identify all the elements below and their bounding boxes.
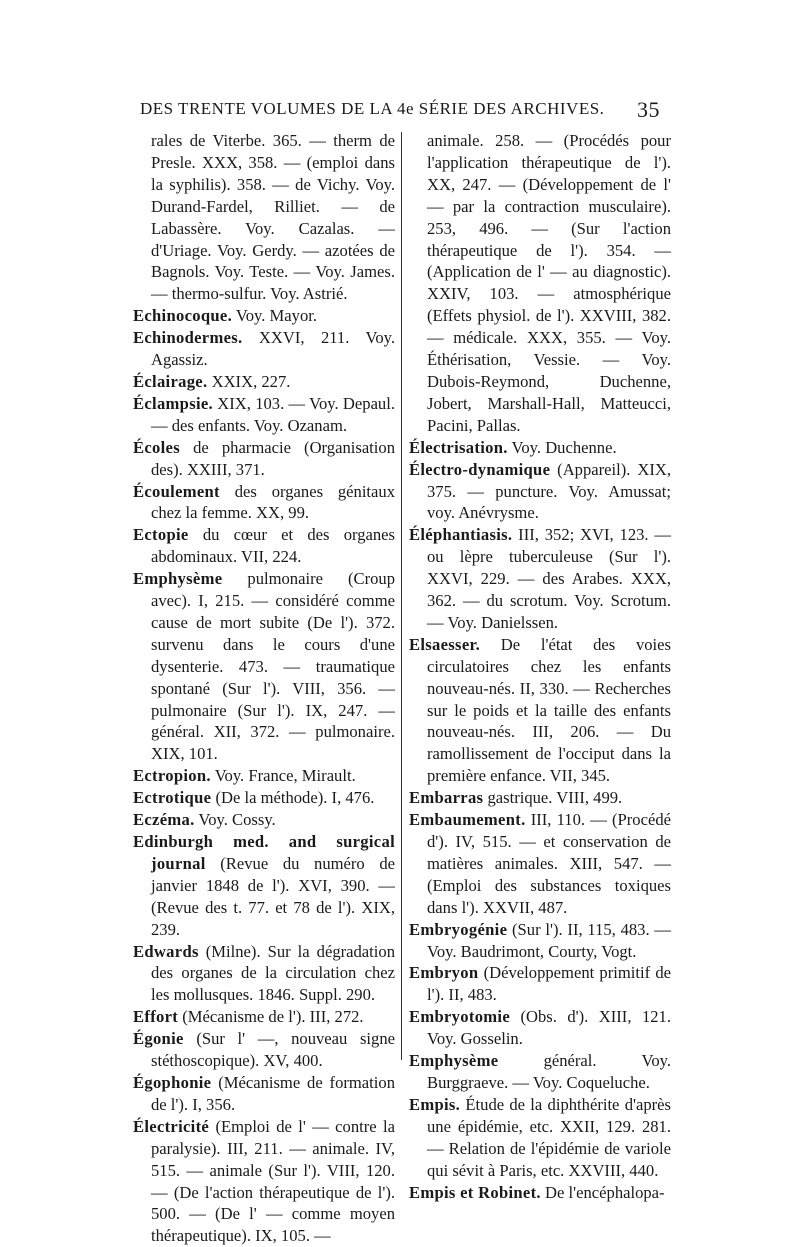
index-entry	[409, 634, 671, 787]
entry-headword: Ectrotique	[133, 788, 212, 808]
entry-text: du cœur et des organes abdominaux. VII, 224.	[151, 525, 395, 567]
entry-headword: Edwards	[133, 941, 199, 961]
index-entry	[133, 371, 395, 393]
entry-headword: Électrisation.	[409, 437, 508, 457]
entry-text: XXIX, 227.	[211, 371, 291, 391]
entry-text: animale. 258. — (Procédés pour l'application thérapeutique de l'). XX, 247. — (Développement de l' — par la contraction musculaire). 253, 496. — (Sur l'action thérapeutique de l'). 354. — (Application de l' — au diagnostic). XXIV, 103. — atmosphérique (Effets physiol. de l'). XXVIII, 382. — médicale. XXX, 355. — Voy. Éthérisation, Vessie. — Voy. Dubois-Reymond, Duchenne, Jobert, Marshall-Hall, Matteucci, Pacini, Pallas.	[427, 131, 671, 435]
index-entry	[133, 1116, 395, 1247]
entry-headword: Empis.	[409, 1094, 461, 1114]
entry-headword: Effort	[133, 1007, 179, 1027]
entry-headword: Électro-dynamique	[409, 459, 551, 479]
entry-text: (Appareil). XIX, 375. — puncture. Voy. Amussat; voy. Anévrysme.	[427, 459, 671, 523]
index-entry	[133, 130, 395, 305]
entry-headword: Embryogénie	[409, 919, 508, 939]
page-number: 35	[637, 97, 660, 122]
entry-text: XXVI, 211. Voy. Agassiz.	[151, 328, 395, 370]
entry-text: (Revue du numéro de janvier 1848 de l'). XVI, 390. — (Revue des t. 77. et 78 de l'). XIX, 239.	[151, 853, 395, 939]
entry-headword: Écoles	[133, 437, 180, 457]
index-entry	[133, 787, 395, 809]
entry-headword: Echinodermes.	[133, 328, 243, 348]
index-entry	[409, 459, 671, 525]
entry-headword: Emphysème	[409, 1051, 499, 1071]
entry-text: (Mécanisme de formation de l'). I, 356.	[151, 1072, 395, 1114]
index-entry	[133, 327, 395, 371]
entry-text: gastrique. VIII, 499.	[487, 788, 623, 808]
entry-text: (De la méthode). I, 476.	[215, 788, 375, 808]
entry-text: Voy. France, Mirault.	[214, 766, 356, 786]
entry-text: III, 110. — (Procédé d'). IV, 515. — et conservation de matières animales. XIII, 547. — (Emploi des substances toxiques dans l'). XXVII, 487.	[427, 810, 671, 917]
entry-text: Voy. Mayor.	[235, 306, 318, 326]
index-entry	[409, 437, 671, 459]
index-entry	[133, 1028, 395, 1072]
entry-text: XIX, 103. — Voy. Depaul. — des enfants. Voy. Ozanam.	[151, 393, 395, 435]
entry-headword: Écoulement	[133, 481, 220, 501]
index-entry	[133, 305, 395, 327]
left-column	[133, 130, 395, 1247]
index-entry	[133, 831, 395, 941]
index-entry	[409, 1006, 671, 1050]
running-title: DES TRENTE VOLUMES DE LA 4e SÉRIE DES ARCHIVES.	[140, 99, 605, 118]
entry-headword: Embarras	[409, 788, 484, 808]
index-entry	[133, 765, 395, 787]
index-entry	[133, 481, 395, 525]
index-entry	[409, 130, 671, 437]
entry-text: (Développement primitif de l'). II, 483.	[427, 963, 671, 1005]
entry-text: (Emploi de l' — contre la paralysie). III, 211. — animale. IV, 515. — animale (Sur l'). VIII, 120. — (De l'action thérapeutique de l'). 500. — (De l' — comme moyen thérapeutique). IX, 105. —	[151, 1116, 395, 1246]
entry-text: pulmonaire (Croup avec). I, 215. — considéré comme cause de mort subite (De l'). 372. survenu dans le cours d'une dysenterie. 473. — traumatique spontané (Sur l'). VIII, 356. — pulmonaire (Sur l'). IX, 247. — général. XII, 372. — pulmonaire. XIX, 101.	[151, 569, 395, 764]
entry-text: (Milne). Sur la dégradation des organes de la circulation chez les mollusques. 1846. Suppl. 290.	[151, 941, 395, 1005]
entry-headword: Elsaesser.	[409, 634, 481, 654]
entry-headword: Embryotomie	[409, 1007, 510, 1027]
entry-headword: Empis et Robinet.	[409, 1182, 541, 1202]
index-entry	[409, 919, 671, 963]
entry-headword: Edinburgh med. and surgical journal	[133, 832, 395, 873]
entry-text: (Sur l'). II, 115, 483. — Voy. Baudrimont, Courty, Vogt.	[427, 919, 671, 961]
index-entry	[409, 962, 671, 1006]
entry-text: rales de Viterbe. 365. — therm de Presle. XXX, 358. — (emploi dans la syphilis). 358. — de Vichy. Voy. Durand-Fardel, Rilliet. — de Labassère. Voy. Cazalas. — d'Uriage. Voy. Gerdy. — azotées de Bagnols. Voy. Teste. — Voy. James. — thermo-sulfur. Voy. Astrié.	[151, 131, 395, 304]
running-head	[140, 97, 660, 127]
index-entry	[133, 941, 395, 1007]
entry-text: des organes génitaux chez la femme. XX, 99.	[151, 481, 396, 523]
entry-headword: Égophonie	[133, 1072, 212, 1092]
entry-headword: Éléphantiasis.	[409, 525, 513, 545]
index-entry	[409, 524, 671, 634]
entry-headword: Embryon	[409, 963, 479, 983]
entry-headword: Embaumement.	[409, 810, 526, 830]
index-entry	[409, 1182, 671, 1204]
entry-headword: Égonie	[133, 1029, 184, 1049]
index-entry	[409, 1094, 671, 1182]
entry-text: général. Voy. Burggraeve. — Voy. Coqueluche.	[427, 1051, 671, 1092]
index-entry	[409, 787, 671, 809]
column-divider	[401, 132, 402, 1060]
index-entry	[133, 524, 395, 568]
entry-headword: Ectopie	[133, 525, 189, 545]
index-entry	[133, 1006, 395, 1028]
entry-text: De l'état des voies circulatoires chez les enfants nouveau-nés. II, 330. — Recherches sur le poids et la taille des enfants nouveau-nés. III, 206. — Du ramollissement de l'occiput dans la première enfance. VII, 345.	[427, 634, 671, 786]
entry-headword: Éclampsie.	[133, 393, 213, 413]
entry-text: III, 352; XVI, 123. — ou lèpre tuberculeuse (Sur l'). XXVI, 229. — des Arabes. XXX, 362. — du scrotum. Voy. Scrotum. — Voy. Danielssen.	[427, 525, 671, 632]
index-entry	[133, 393, 395, 437]
entry-headword: Ectropion.	[133, 766, 211, 786]
index-entry	[133, 1072, 395, 1116]
entry-headword: Echinocoque.	[133, 306, 233, 326]
right-column	[409, 130, 671, 1203]
entry-text: De l'encéphalopa-	[545, 1182, 665, 1202]
index-entry	[133, 809, 395, 831]
entry-text: Voy. Cossy.	[198, 810, 276, 830]
index-entry	[409, 1050, 671, 1094]
entry-text: de pharmacie (Organisation des). XXIII, 371.	[151, 437, 395, 479]
entry-text: (Obs. d'). XIII, 121. Voy. Gosselin.	[427, 1007, 671, 1049]
entry-headword: Électricité	[133, 1116, 210, 1136]
entry-headword: Emphysème	[133, 569, 223, 589]
entry-text: Voy. Duchenne.	[511, 437, 617, 457]
entry-headword: Éclairage.	[133, 371, 208, 391]
entry-text: (Sur l' —, nouveau signe stéthoscopique). XV, 400.	[151, 1029, 395, 1071]
entry-text: (Mécanisme de l'). III, 272.	[182, 1007, 364, 1027]
index-entry	[133, 437, 395, 481]
entry-text: Étude de la diphthérite d'après une épidémie, etc. XXII, 129. 281. — Relation de l'épidémie de variole qui sévit à Paris, etc. XXVIII, 440.	[427, 1094, 671, 1180]
entry-headword: Eczéma.	[133, 810, 195, 830]
index-entry	[133, 568, 395, 765]
index-entry	[409, 809, 671, 919]
